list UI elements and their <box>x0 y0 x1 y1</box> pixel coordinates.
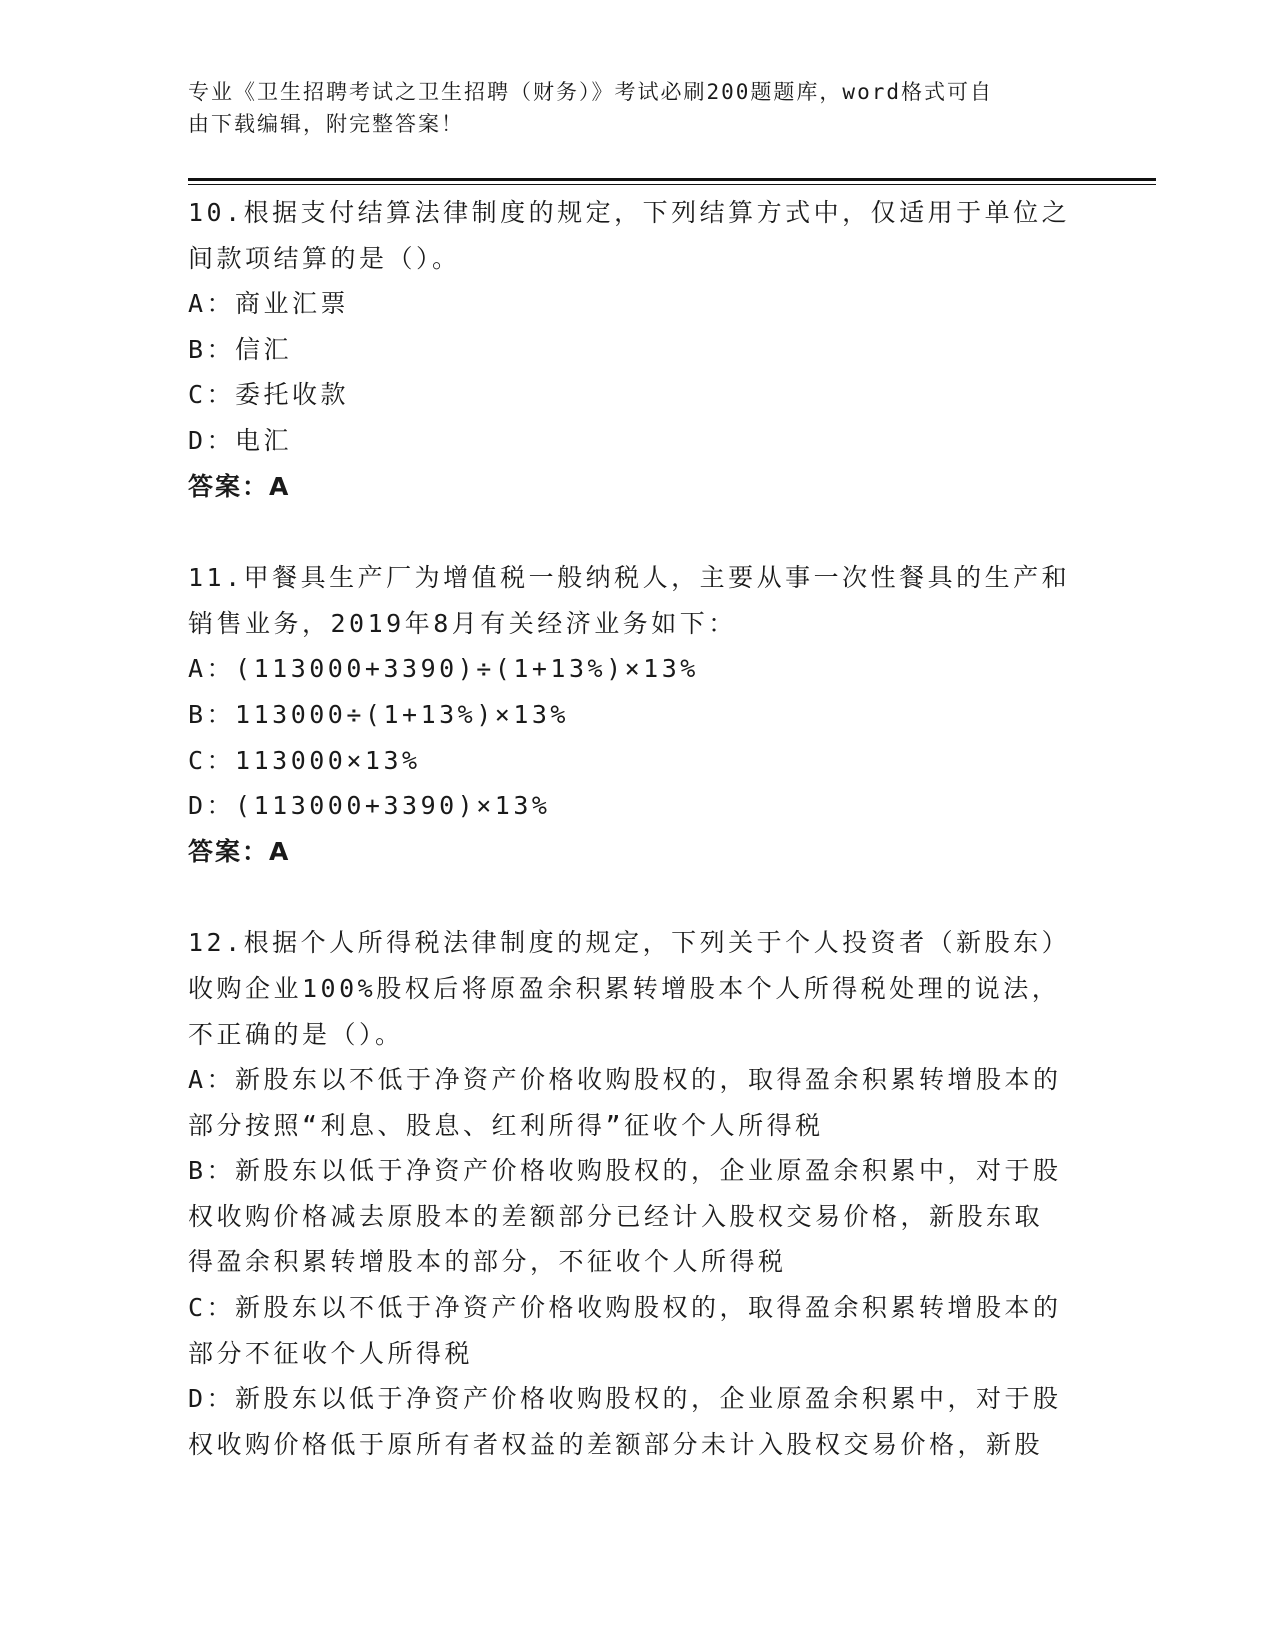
document-header <box>188 76 1068 140</box>
answer-label: 答案：A <box>188 471 291 501</box>
option-b-cont: 得盈余积累转增股本的部分，不征收个人所得税 <box>188 1247 787 1277</box>
header-line-1: 专业《卫生招聘考试之卫生招聘（财务）》考试必刷200题题库，word格式可自 <box>188 80 993 104</box>
question-stem-line: 间款项结算的是（）。 <box>188 243 461 273</box>
option-b: B：信汇 <box>188 334 293 364</box>
option-c: C：113000×13% <box>188 745 421 775</box>
option-c-cont: 部分不征收个人所得税 <box>188 1338 474 1368</box>
option-d: D：(113000+3390)×13% <box>188 791 551 821</box>
option-c: C：新股东以不低于净资产价格收购股权的，取得盈余积累转增股本的 <box>188 1293 1062 1323</box>
question-12 <box>188 920 1088 1467</box>
option-b-cont: 权收购价格减去原股本的差额部分已经计入股权交易价格，新股东取 <box>188 1201 1044 1231</box>
option-d: D：电汇 <box>188 425 293 455</box>
question-stem-line: 10.根据支付结算法律制度的规定，下列结算方式中，仅适用于单位之 <box>188 198 1071 227</box>
option-b: B：新股东以低于净资产价格收购股权的，企业原盈余积累中，对于股 <box>188 1156 1062 1186</box>
question-stem-line: 12.根据个人所得税法律制度的规定，下列关于个人投资者（新股东） <box>188 928 1071 958</box>
question-stem-line: 11.甲餐具生产厂为增值税一般纳税人，主要从事一次性餐具的生产和 <box>188 563 1071 593</box>
option-c: C：委托收款 <box>188 380 350 410</box>
question-10 <box>188 190 1088 509</box>
answer-label: 答案：A <box>188 836 291 866</box>
question-11 <box>188 555 1088 874</box>
option-a: A：(113000+3390)÷(1+13%)×13% <box>188 654 699 684</box>
question-stem-line: 不正确的是（）。 <box>188 1019 404 1049</box>
option-d-cont: 权收购价格低于原所有者权益的差额部分未计入股权交易价格，新股 <box>188 1429 1044 1459</box>
question-stem-line: 收购企业100%股权后将原盈余积累转增股本个人所得税处理的说法， <box>188 973 1061 1003</box>
header-rule-thin <box>188 184 1156 185</box>
option-d: D：新股东以低于净资产价格收购股权的，企业原盈余积累中，对于股 <box>188 1384 1062 1414</box>
header-line-2: 由下载编辑，附完整答案！ <box>188 112 464 136</box>
option-a-cont: 部分按照“利息、股息、红利所得”征收个人所得税 <box>188 1110 824 1140</box>
option-a: A：新股东以不低于净资产价格收购股权的，取得盈余积累转增股本的 <box>188 1065 1062 1095</box>
option-b: B：113000÷(1+13%)×13% <box>188 699 569 729</box>
header-rule-thick <box>188 178 1156 181</box>
option-a: A：商业汇票 <box>188 289 350 319</box>
question-stem-line: 销售业务，2019年8月有关经济业务如下： <box>188 608 737 638</box>
question-list <box>188 190 1088 1513</box>
